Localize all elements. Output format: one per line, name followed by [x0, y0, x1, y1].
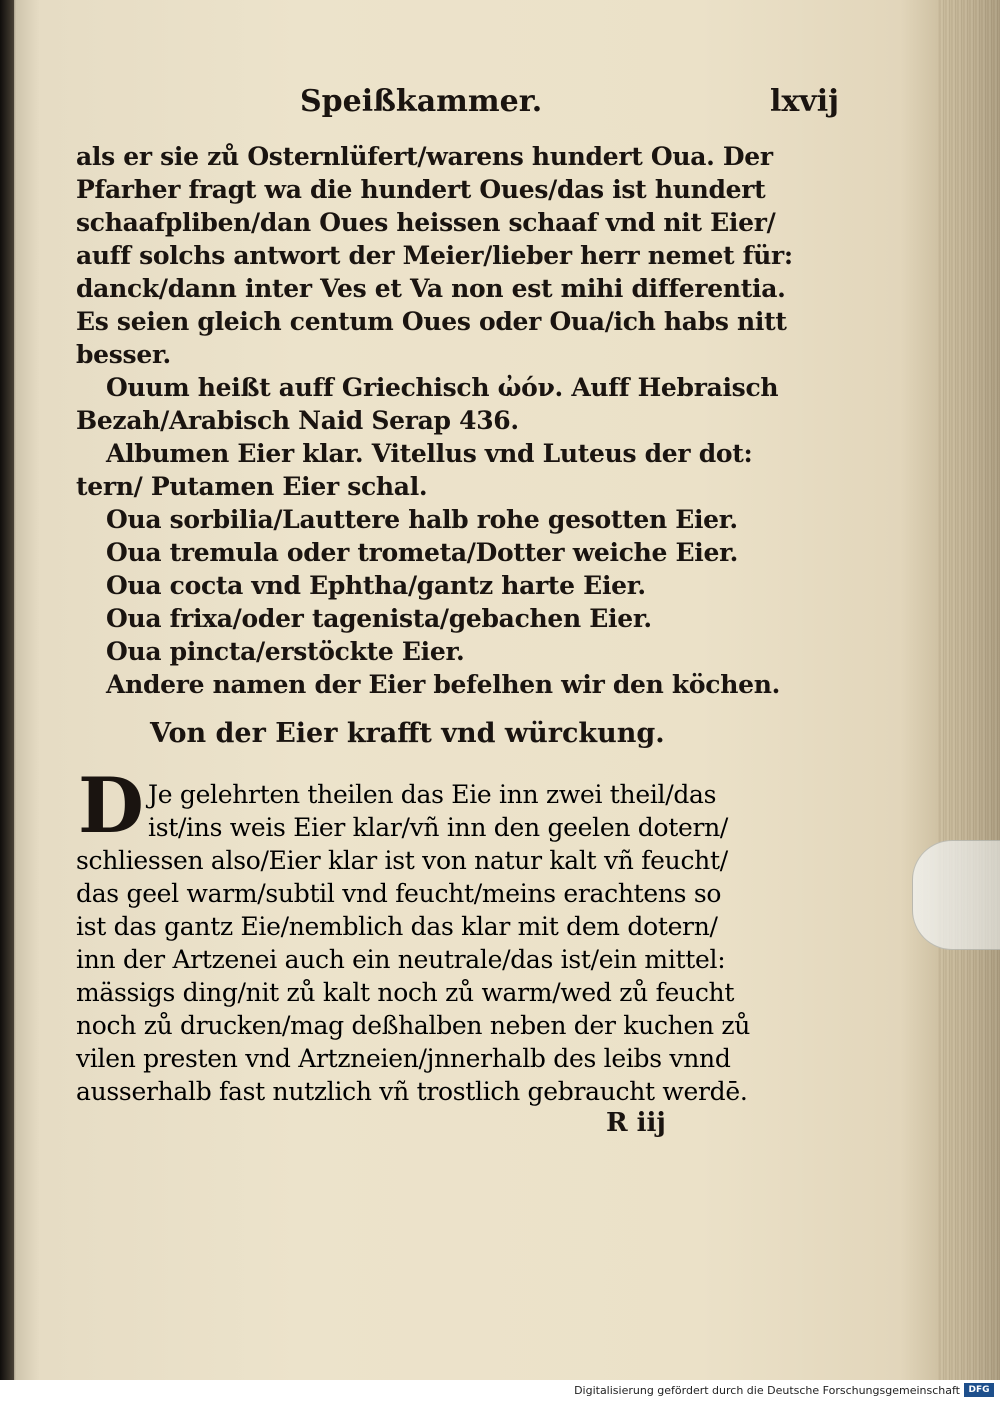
page-clip: [912, 840, 1000, 950]
text-line: Bezah/Arabisch Naid Serap 436.: [76, 406, 519, 435]
text-line: auff solchs antwort der Meier/lieber herr nemet für:: [76, 241, 793, 270]
text-line: Oua frixa/oder tagenista/gebachen Eier.: [106, 604, 652, 633]
section-heading: Von der Eier krafft vnd würckung.: [150, 718, 665, 749]
running-head: Speißkammer.: [300, 84, 543, 119]
folio-number: lxvij: [770, 84, 839, 119]
text-line: Oua sorbilia/Lauttere halb rohe gesotten Eier.: [106, 505, 738, 534]
text-line: Ouum heißt auff Griechisch ὠόν. Auff Hebraisch: [106, 373, 779, 402]
text-line: inn der Artzenei auch ein neutrale/das ist/ein mittel:: [76, 945, 726, 974]
text-line: Je gelehrten theilen das Eie inn zwei theil/das: [148, 780, 717, 809]
text-line: als er sie zů Osternlüfert/warens hundert Oua. Der: [76, 142, 773, 171]
text-line: schaafpliben/dan Oues heissen schaaf vnd nit Eier/: [76, 208, 776, 237]
text-line: ist das gantz Eie/nemblich das klar mit dem dotern/: [76, 912, 718, 941]
text-line: schliessen also/Eier klar ist von natur kalt vñ feucht/: [76, 846, 728, 875]
text-line: Albumen Eier klar. Vitellus vnd Luteus der dot:: [106, 439, 753, 468]
text-line: besser.: [76, 340, 171, 369]
signature-mark: R iij: [606, 1108, 666, 1138]
text-line: vilen presten vnd Artzneien/jnnerhalb des leibs vnnd: [76, 1044, 731, 1073]
text-line: Andere namen der Eier befelhen wir den köchen.: [106, 670, 780, 699]
section-text: [76, 778, 776, 1108]
text-line: Oua tremula oder trometa/Dotter weiche Eier.: [106, 538, 739, 567]
text-line: danck/dann inter Ves et Va non est mihi differentia.: [76, 274, 786, 303]
text-line: Oua pincta/erstöckte Eier.: [106, 637, 465, 666]
text-line: Pfarher fragt wa die hundert Oues/das ist hundert: [76, 175, 766, 204]
book-gutter: [0, 0, 14, 1380]
text-line: Es seien gleich centum Oues oder Oua/ich habs nitt: [76, 307, 787, 336]
text-line: das geel warm/subtil vnd feucht/meins erachtens so: [76, 879, 722, 908]
footer-credit: Digitalisierung gefördert durch die Deutsche Forschungsgemeinschaft: [574, 1384, 960, 1397]
dfg-logo: DFG: [964, 1383, 994, 1397]
text-line: noch zů drucken/mag deßhalben neben der kuchen zů: [76, 1011, 751, 1040]
text-line: tern/ Putamen Eier schal.: [76, 472, 428, 501]
footer-bar: [0, 1380, 1000, 1402]
decorated-initial: D: [78, 761, 144, 850]
page-edges: [938, 0, 1000, 1380]
text-line: mässigs ding/nit zů kalt noch zů warm/wed zů feucht: [76, 978, 735, 1007]
text-line: Oua cocta vnd Ephtha/gantz harte Eier.: [106, 571, 646, 600]
text-line: ausserhalb fast nutzlich vñ trostlich gebraucht werdē.: [76, 1077, 748, 1106]
body-text: [76, 140, 793, 701]
text-line: ist/ins weis Eier klar/vñ inn den geelen dotern/: [148, 813, 729, 842]
